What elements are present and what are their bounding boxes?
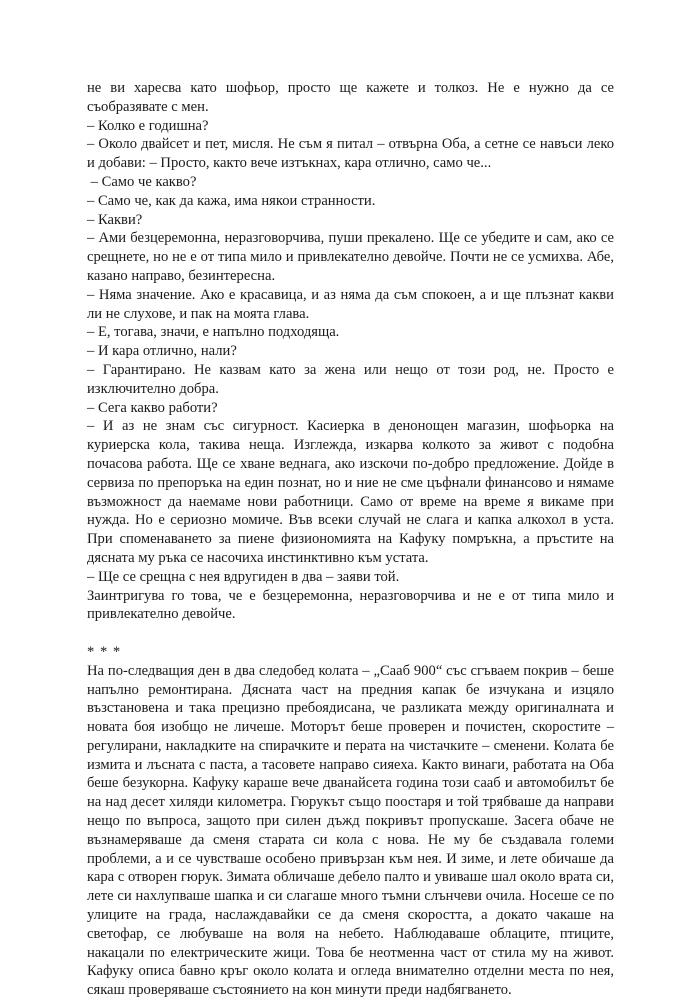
dialogue-line: – Ще се срещна с нея вдругиден в два – заяви той.	[87, 568, 400, 585]
paragraph: Заинтригува го това, че е безцеремонна, неразговорчива и не е от типа мило и привлекателно девойче.	[87, 587, 614, 623]
section-gap	[87, 624, 614, 643]
paragraph: На по-следващия ден в два следобед колата – „Сааб 900“ със сгъваем покрив – беше напълно ремонтирана. Дясната част на предния капак бе изчукана и изцяло възстановена и така прецизно пребоядисана, че разликата между оригиналната и новата боя изобщо не личеше. Моторът беше проверен и почистен, скоростите – регулирани, накладките на спирачките и перата на чистачките – сменени. Колата бе измита и лъсната с паста, а тасовете направо сияеха. Както винаги, работата на Оба беше безукорна. Кафуку караше вече дванайсета година този сааб и автомобилът бе на над десет хиляди километра. Гюрукът също поостаря и той трябваше да направи нещо по въпроса, защото при силен дъжд покривът пропускаше. Засега обаче не възнамеряваше да сменя старата си кола с нова. Не му бе създавала големи проблеми, а и се чувстваше особено привързан към нея. И зиме, и лете обичаше да кара с отворен гюрук. Зимата обличаше дебело палто и увиваше шал около врата си, лете си нахлупваше шапка и си слагаше много тъмни слънчеви очила. Носеше се по улиците на града, наслаждавайки се да сменя скоростта, а докато чакаше на светофар, се любуваше на воля на небето. Наблюдаваше облаците, птиците, накацали по електрическите жици. Това бе неотменна част от стила му на живот. Кафуку описа бавно кръг около колата и огледа внимателно отделни места по нея, сякаш проверяваше състоянието на кон минути преди надбягването.	[87, 662, 614, 999]
paragraph: не ви харесва като шофьор, просто ще кажете и толкоз. Не е нужно да се съобразявате с мен.	[87, 80, 614, 115]
dialogue-line: – Какви?	[87, 211, 143, 228]
dialogue-line: – Сега какво работи?	[87, 399, 218, 416]
dialogue-line: – Гарантирано. Не казвам като за жена или нещо от този род, не. Просто е изключително добра.	[87, 361, 614, 397]
dialogue-line: – Ами безцеремонна, неразговорчива, пуши прекалено. Ще се убедите и сам, ако се срещнете, но не е от типа мило и привлекателно девойче. Почти не се усмихва. Абе, казано направо, безинтересна.	[87, 230, 614, 284]
dialogue-line: – Колко е годишна?	[87, 117, 209, 134]
document-page	[87, 79, 614, 1000]
dialogue-line: – Е, тогава, значи, е напълно подходяща.	[87, 324, 340, 341]
dialogue-line: – И кара отлично, нали?	[87, 343, 237, 360]
dialogue-line: – Само че, как да кажа, има някои странности.	[87, 192, 376, 209]
dialogue-line: – И аз не знам със сигурност. Касиерка в денонощен магазин, шофьорка на куриерска кола, такива неща. Изглежда, изкарва колкото за живот с подобна почасова работа. Ще се хване веднага, ако изскочи по-добро предложение. Дойде в сервиза по препоръка на един познат, но и ние не сме цъфнали финансово и нямаме възможност да наемаме нови работници. Само от време на време я викаме при нужда. Но е сериозно момиче. Във всеки случай не слага и капка алкохол в уста. При споменаването за пиене физиономията на Кафуку помръкна, а пръстите на дясната му ръка се насочиха инстинктивно към устата.	[87, 418, 614, 566]
section-separator: * * *	[87, 643, 122, 660]
dialogue-line: – Няма значение. Ако е красавица, и аз няма да съм спокоен, а и ще плъзнат какви ли не слухове, и пак на моята глава.	[87, 286, 614, 322]
dialogue-line: – Около двайсет и пет, мисля. Не съм я питал – отвърна Оба, а сетне се навъси леко и добави: – Просто, както вече изтъкнах, кара отлично, само че...	[87, 136, 614, 172]
dialogue-line: – Само че какво?	[87, 173, 197, 190]
